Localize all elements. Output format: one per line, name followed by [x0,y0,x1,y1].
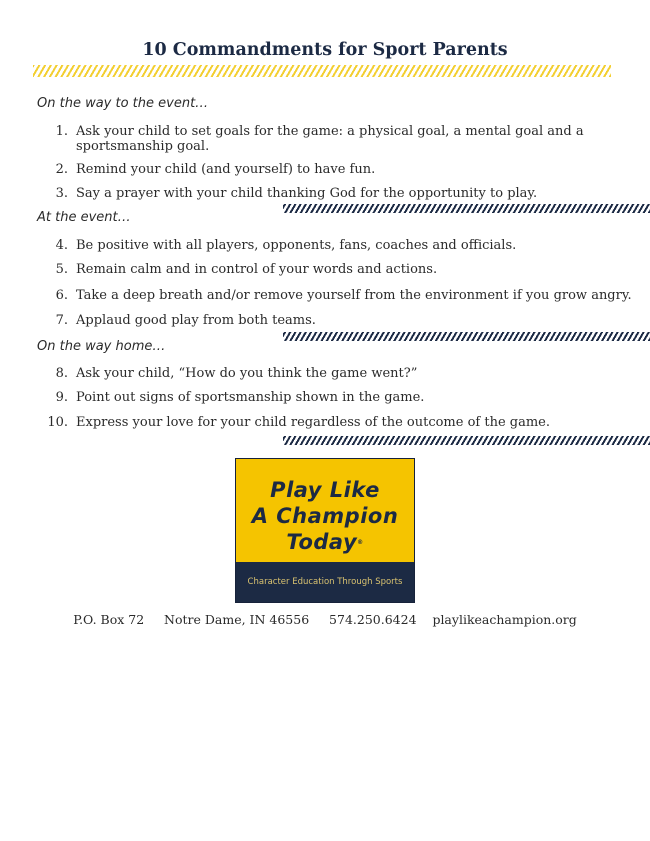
item-number: 8. [55,366,68,381]
item-text: Ask your child to set goals for the game: a physical goal, a mental goal and a sportsmanship goal. [76,124,584,154]
item-text: Point out signs of sportsmanship shown in the game. [76,390,425,405]
section-heading-way-to-event: On the way to the event… [37,96,209,111]
play-like-a-champion-logo [235,458,415,603]
logo-line-3: Today [286,530,358,554]
item-text: Remind your child (and yourself) to have fun. [76,162,376,177]
section-heading-at-event: At the event… [37,210,131,225]
registered-mark: ® [357,539,364,546]
logo-line-1: Play Like [270,478,380,502]
footer-website: playlikeachampion.org [432,612,577,627]
item-text: Take a deep breath and/or remove yourself from the environment if you grow angry. [76,288,632,303]
item-number: 5. [55,262,68,277]
section-divider-stripe [283,436,650,445]
item-number: 2. [55,162,68,177]
footer-address: Notre Dame, IN 46556 [164,612,310,627]
item-text: Say a prayer with your child thanking God for the opportunity to play. [76,186,538,201]
item-number: 7. [55,313,68,328]
footer-pobox: P.O. Box 72 [73,612,145,627]
item-number: 3. [55,186,68,201]
logo-line-2: A Champion [251,504,399,528]
section-divider-stripe [283,332,650,341]
item-text: Remain calm and in control of your words and actions. [76,262,438,277]
footer-phone: 574.250.6424 [329,612,417,627]
item-number: 4. [55,238,68,253]
title-underline-stripe [33,65,611,77]
footer-contact [0,612,650,627]
page-title: 10 Commandments for Sport Parents [142,40,508,60]
item-number: 1. [55,124,68,139]
item-number: 9. [55,390,68,405]
section-heading-way-home: On the way home… [37,339,166,354]
item-text: Be positive with all players, opponents, fans, coaches and officials. [76,238,517,253]
item-text: Ask your child, “How do you think the game went?” [76,366,418,381]
section-divider-stripe [283,204,650,213]
logo-tagline: Character Education Through Sports [236,562,414,602]
item-text: Express your love for your child regardless of the outcome of the game. [76,415,551,430]
item-number: 6. [55,288,68,303]
item-number: 10. [47,415,68,430]
item-text: Applaud good play from both teams. [76,313,316,328]
